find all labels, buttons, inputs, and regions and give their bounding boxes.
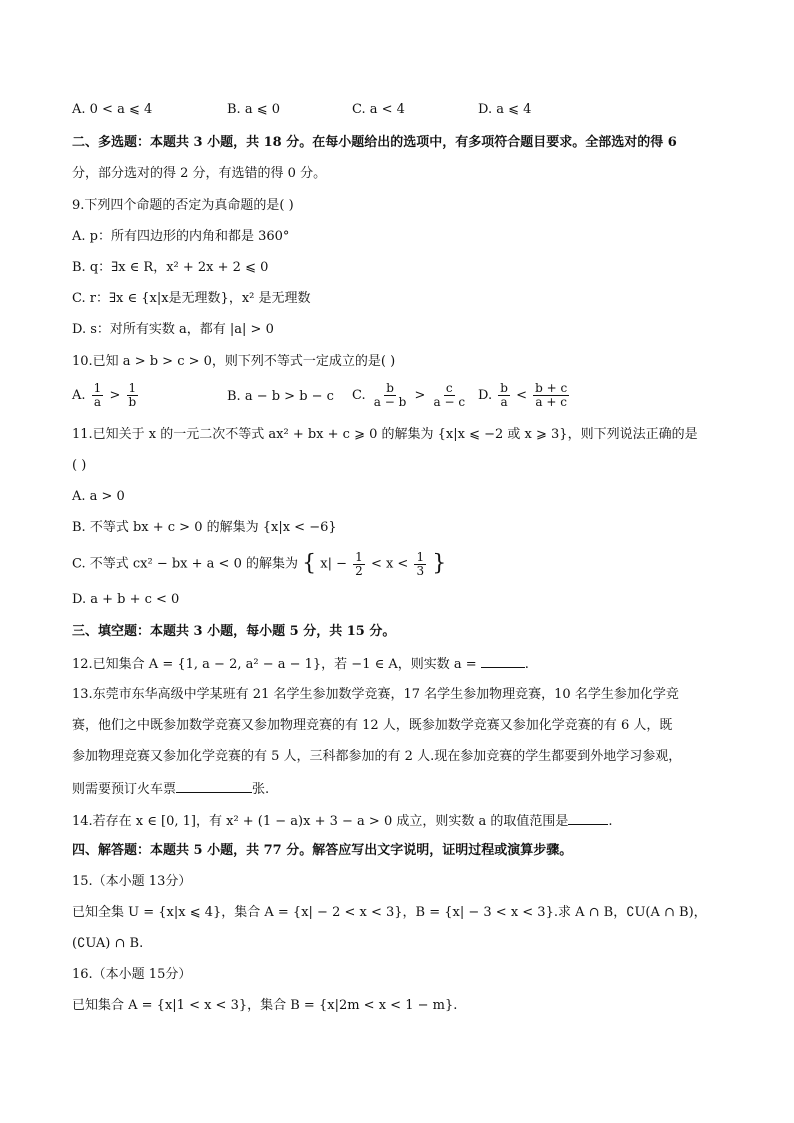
fraction [127,382,139,409]
q10-option-b[interactable]: B. a − b > b − c [227,389,334,404]
denominator: a [500,395,508,409]
numerator: b [386,381,394,395]
numerator: 1 [128,381,137,395]
section2-heading-line2: 分，部分选对的得 2 分，有选错的得 0 分。 [72,166,327,181]
q14 [72,811,613,831]
q13-line4-end: 张. [252,782,270,797]
q10-option-c[interactable] [352,382,469,409]
operator: > [109,388,121,403]
fraction [498,382,510,409]
answer-blank[interactable] [481,654,525,668]
section2-heading-line1: 二、多选题：本题共 3 小题，共 18 分。在每小题给出的选项中，有多项符合题目要求。全部选对的得 6 [72,135,677,150]
q12-text: 12.已知集合 A = {1, a − 2, a² − a − 1}，若 −1 ∈ A，则实数 a = [72,657,477,672]
q15-title: 15.（本小题 13分） [72,874,192,889]
left-brace: { [302,551,317,576]
q16-line1: 已知集合 A = {x|1 < x < 3}，集合 B = {x|2m < x < 1 − m}. [72,998,458,1013]
set-builder-var: x| − [320,556,348,572]
q8-option-a[interactable]: A. 0 < a ⩽ 4 [72,102,153,117]
q10-option-a[interactable] [72,382,140,409]
q10-a-prefix: A. [72,388,86,403]
denominator: a [93,395,102,409]
q12-end: . [524,657,529,672]
q11-c-text: C. 不等式 cx² − bx + a < 0 的解集为 [72,556,298,572]
q10-stem: 10.已知 a > b > c > 0，则下列不等式一定成立的是( ) [72,354,396,369]
fraction [353,551,365,578]
q13-line4-text: 则需要预订火车票 [72,782,177,797]
q10-c-prefix: C. [352,388,366,403]
q9-option-b[interactable]: B. q：∃x ∈ R，x² + 2x + 2 ⩽ 0 [72,260,269,275]
fraction [92,382,104,409]
q9-option-a[interactable]: A. p：所有四边形的内角和都是 360° [72,229,290,244]
section4-heading: 四、解答题：本题共 5 小题，共 77 分。解答应写出文字说明，证明过程或演算步骤。 [72,843,573,858]
fraction [431,382,467,409]
denominator: a − c [433,395,466,409]
q12 [72,654,529,674]
section3-heading: 三、填空题：本题共 3 小题，每小题 5 分，共 15 分。 [72,624,396,639]
denominator: 3 [416,563,425,578]
q8-option-b[interactable]: B. a ⩽ 0 [227,102,280,117]
answer-blank[interactable] [568,811,608,825]
numerator: 1 [355,549,363,564]
q11-stem: 11.已知关于 x 的一元二次不等式 ax² + bx + c ⩾ 0 的解集为 {x|x ⩽ −2 或 x ⩾ 3}，则下列说法正确的是 [72,427,698,442]
q13-line4 [72,779,269,799]
numerator: c [445,381,453,395]
denominator: b [128,395,137,409]
q14-end: . [608,814,613,829]
fraction [533,382,569,409]
inequality-middle: < x < [370,556,409,572]
q11-answer-paren: ( ) [72,458,87,473]
numerator: 1 [416,549,425,564]
q13-line1: 13.东莞市东华高级中学某班有 21 名学生参加数学竞赛，17 名学生参加物理竞赛，10 名学生参加化学竞 [72,687,679,702]
operator: < [516,388,527,403]
q14-text: 14.若存在 x ∈ [0, 1]，有 x² + (1 − a)x + 3 − a > 0 成立，则实数 a 的取值范围是 [72,814,569,829]
q11-option-a[interactable]: A. a > 0 [72,489,125,504]
q13-line3: 参加物理竞赛又参加化学竞赛的有 5 人，三科都参加的有 2 人.现在参加竞赛的学生都要到外地学习参观， [72,749,682,764]
fraction [372,382,409,409]
answer-blank[interactable] [176,779,252,793]
q11-option-b[interactable]: B. 不等式 bx + c > 0 的解集为 {x|x < −6} [72,520,337,535]
q13-line2: 赛，他们之中既参加数学竞赛又参加物理竞赛的有 12 人，既参加数学竞赛又参加化学竞赛的有 6 人，既 [72,718,673,733]
denominator: a − b [373,395,407,409]
q9-option-d[interactable]: D. s：对所有实数 a，都有 |a| > 0 [72,322,274,337]
q9-option-c[interactable]: C. r：∃x ∈ {x|x是无理数}，x² 是无理数 [72,291,311,306]
operator: > [414,388,426,403]
fraction [414,551,426,578]
q16-title: 16.（本小题 15分） [72,967,192,982]
q15-line2: (∁UA) ∩ B. [72,936,144,951]
q9-stem: 9.下列四个命题的否定为真命题的是( ) [72,198,294,213]
q8-option-c[interactable]: C. a < 4 [352,102,405,117]
q10-option-d[interactable] [478,382,571,409]
denominator: 2 [355,563,363,578]
numerator: b [500,381,508,395]
right-brace: } [432,551,447,576]
q15-line1: 已知全集 U = {x|x ⩽ 4}，集合 A = {x| − 2 < x < 3}，B = {x| − 3 < x < 3}.求 A ∩ B，∁U(A ∩ B)， [72,905,707,920]
q11-option-c[interactable] [72,550,446,579]
q10-d-prefix: D. [478,388,493,403]
q8-options [72,102,722,122]
numerator: 1 [93,381,102,395]
denominator: a + c [535,395,567,409]
q10-options [72,382,722,414]
q8-option-d[interactable]: D. a ⩽ 4 [478,102,532,117]
numerator: b + c [535,381,568,395]
q11-option-d[interactable]: D. a + b + c < 0 [72,592,180,607]
